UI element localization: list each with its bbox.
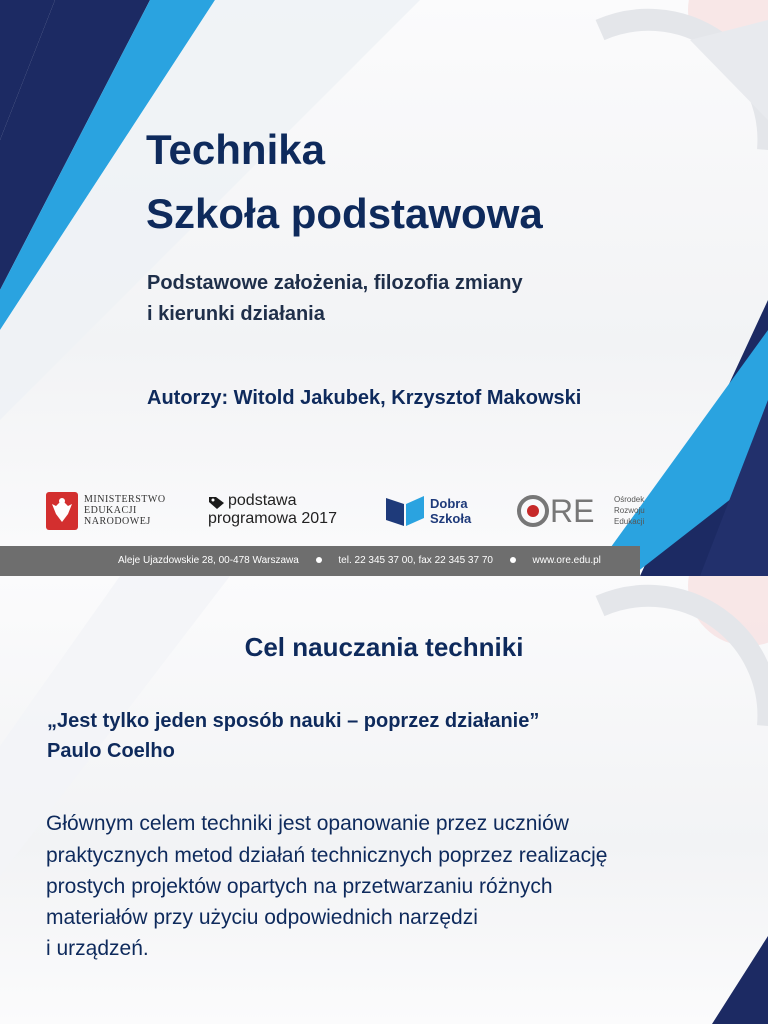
footer-address: Aleje Ujazdowskie 28, 00-478 Warszawa bbox=[118, 555, 299, 566]
body-line-1: Głównym celem techniki jest opanowanie przez uczniów bbox=[46, 812, 569, 835]
slide-subtitle-line-1: Podstawowe założenia, filozofia zmiany bbox=[147, 272, 523, 294]
bullet-dot-icon bbox=[316, 557, 322, 563]
ore-word-3: Edukacji bbox=[614, 517, 645, 526]
slide-title-line-1: Technika bbox=[146, 126, 325, 173]
ore-ring-icon bbox=[516, 494, 550, 528]
footer-contact bbox=[0, 546, 768, 576]
dobra-szkola-line-1: Dobra bbox=[430, 496, 468, 511]
dobra-szkola-line-2: Szkoła bbox=[430, 511, 472, 526]
footer-phone: tel. 22 345 37 00, fax 22 345 37 70 bbox=[338, 555, 493, 566]
tag-icon bbox=[208, 495, 226, 509]
slide-subtitle-line-2: i kierunki działania bbox=[147, 303, 325, 325]
quote-author: Paulo Coelho bbox=[47, 740, 175, 762]
podstawa-logo-line-2: programowa 2017 bbox=[208, 510, 337, 527]
footer-bar bbox=[0, 546, 640, 576]
authors-line: Autorzy: Witold Jakubek, Krzysztof Makowski bbox=[147, 387, 582, 409]
body-line-4: materiałów przy użyciu odpowiednich narzędzi bbox=[46, 906, 478, 929]
body-line-3: prostych projektów opartych na przetwarzaniu różnych bbox=[46, 875, 553, 898]
slide-title-line-2: Szkoła podstawowa bbox=[146, 190, 543, 237]
slide-title: Cel nauczania techniki bbox=[244, 632, 524, 662]
eagle-emblem-icon bbox=[46, 492, 78, 530]
ore-word-2: Rozwoju bbox=[614, 506, 645, 515]
men-logo-line-2: EDUKACJI bbox=[84, 505, 137, 516]
ore-letters: RE bbox=[550, 493, 595, 529]
body-line-2: praktycznych metod działań technicznych poprzez realizację bbox=[46, 844, 608, 867]
podstawa-logo-line-1: podstawa bbox=[228, 492, 297, 509]
men-logo-line-3: NARODOWEJ bbox=[84, 516, 151, 527]
open-book-icon bbox=[386, 494, 424, 526]
content-slide bbox=[0, 576, 768, 1024]
quote-text: „Jest tylko jeden sposób nauki – poprzez działanie” bbox=[47, 710, 540, 732]
bullet-dot-icon bbox=[510, 557, 516, 563]
men-logo-line-1: MINISTERSTWO bbox=[84, 494, 166, 505]
ore-word-1: Ośrodek bbox=[614, 495, 645, 504]
footer-website: www.ore.edu.pl bbox=[532, 555, 601, 566]
body-line-5: i urządzeń. bbox=[46, 937, 149, 960]
